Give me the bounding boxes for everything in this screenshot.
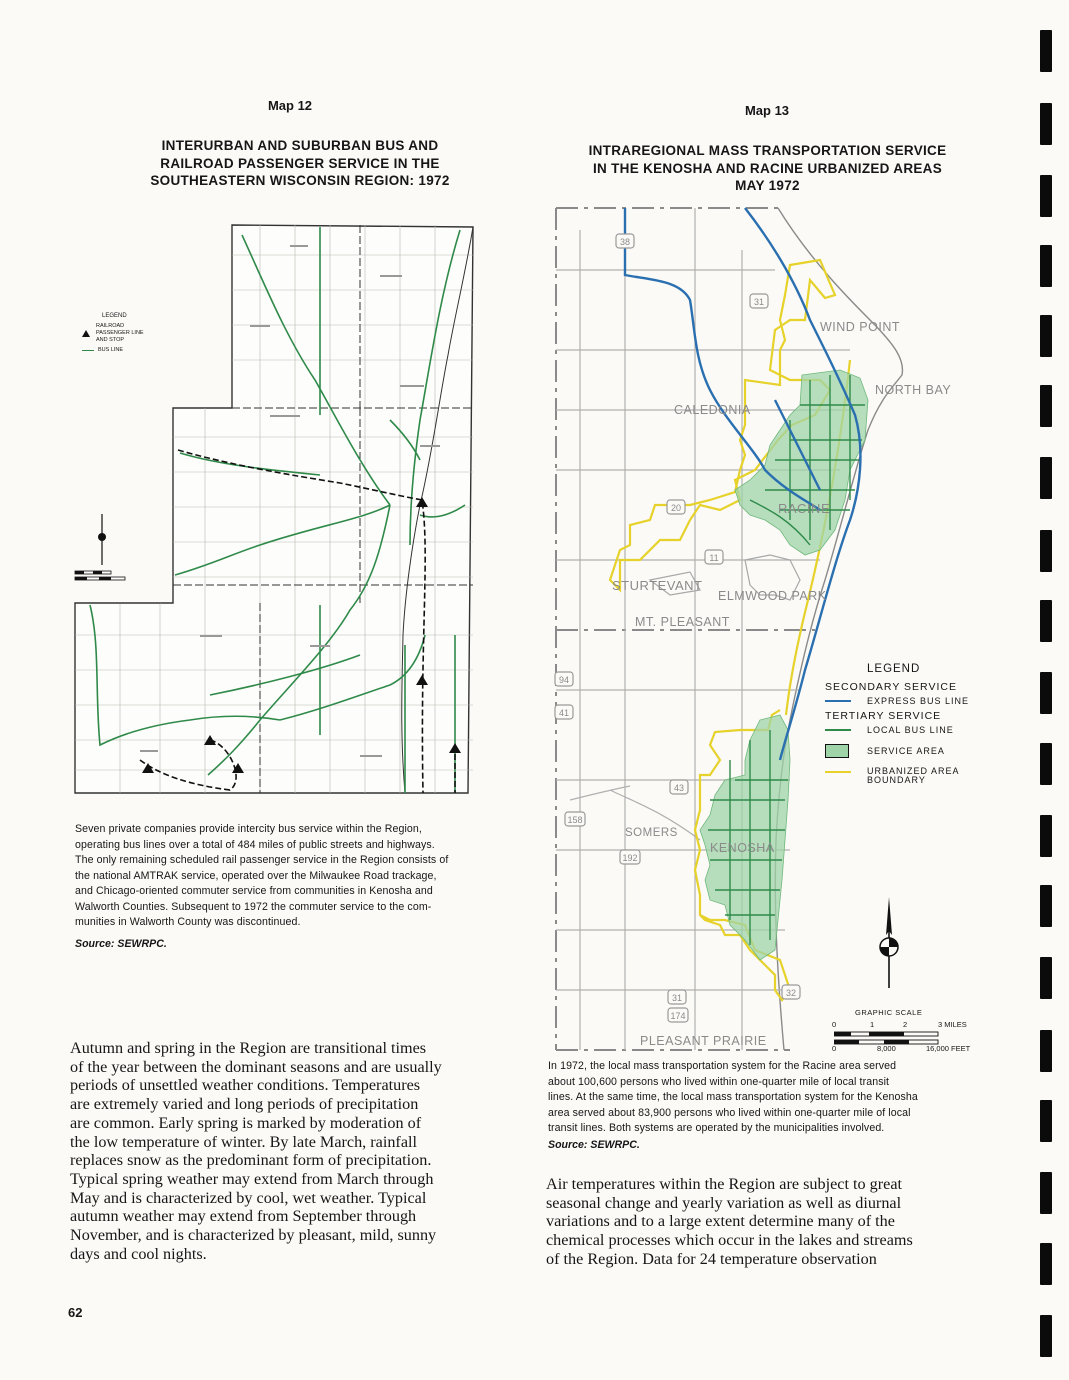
scale-feet-tick: 0 <box>832 1044 837 1053</box>
scale-mile-tick: 2 <box>903 1020 908 1029</box>
caption-line: Walworth Counties. Subsequent to 1972 the commuter service to the com- <box>75 900 432 913</box>
binding-mark <box>1040 30 1052 72</box>
scale-mile-tick: 3 MILES <box>938 1020 967 1029</box>
caption-line: the national AMTRAK service, operated over the Milwaukee Road trackage, <box>75 869 437 882</box>
place-kenosha: KENOSHA <box>710 841 775 855</box>
map13-caption <box>548 1059 988 1137</box>
body-line: periods of unsettled weather conditions. Temperatures <box>70 1076 421 1095</box>
binding-mark <box>1040 1243 1052 1285</box>
map13-graphic-scale <box>830 1008 980 1054</box>
binding-mark <box>1040 315 1052 357</box>
binding-mark <box>1040 530 1052 572</box>
binding-mark <box>1040 1100 1052 1142</box>
map13-title-line: INTRAREGIONAL MASS TRANSPORTATION SERVICE <box>588 143 947 158</box>
map12-legend-bus: BUS LINE <box>98 347 124 353</box>
caption-line: operating bus lines over a total of 484 miles of public streets and highways. <box>75 838 435 851</box>
map12-caption <box>75 822 505 931</box>
binding-mark <box>1040 103 1052 145</box>
binding-mark <box>1040 1315 1052 1357</box>
place-mt-pleasant: MT. PLEASANT <box>635 615 730 629</box>
map13-title <box>560 142 975 195</box>
map12-region-map <box>60 215 480 800</box>
route-shield-label: 11 <box>709 553 719 563</box>
caption-line: The only remaining scheduled rail passenger service in the Region consists of <box>75 854 449 866</box>
map13-north-arrow-icon <box>876 895 902 990</box>
route-shield-label: 43 <box>673 783 685 793</box>
map12-north-arrow-icon <box>92 512 112 567</box>
route-shield-label: 192 <box>622 853 638 863</box>
local-bus-swatch <box>825 729 851 731</box>
map13-legend-secondary: SECONDARY SERVICE <box>825 681 957 693</box>
right-body-text <box>546 1175 986 1269</box>
binding-mark <box>1040 743 1052 785</box>
caption-line: munities in Walworth County was discontinued. <box>75 916 301 928</box>
scale-mile-tick: 0 <box>832 1020 837 1029</box>
map12-label: Map 12 <box>267 98 313 113</box>
map13-label: Map 13 <box>744 103 790 118</box>
place-caledonia: CALEDONIA <box>674 403 751 417</box>
binding-mark <box>1040 815 1052 857</box>
caption-line: In 1972, the local mass transportation system for the Racine area served <box>548 1060 897 1072</box>
bus-line-swatch <box>82 350 94 352</box>
map12-source: Source: SEWRPC. <box>75 938 167 950</box>
binding-mark <box>1040 385 1052 427</box>
caption-line: area served about 83,900 persons who lived within one-quarter mile of local <box>548 1106 911 1119</box>
page-number: 62 <box>68 1305 83 1320</box>
route-shield-label: 174 <box>670 1011 686 1021</box>
body-line: days and cool nights. <box>70 1244 207 1263</box>
body-line: November, and is characterized by pleasant, mild, sunny <box>70 1226 437 1245</box>
scale-mile-tick: 1 <box>870 1020 875 1029</box>
body-line: Autumn and spring in the Region are transitional times <box>70 1039 427 1057</box>
map13-title-line: MAY 1972 <box>735 178 800 193</box>
place-sturtevant: STURTEVANT <box>612 578 703 593</box>
map13-legend-title: LEGEND <box>867 663 921 675</box>
map12-title-line: INTERURBAN AND SUBURBAN BUS AND <box>161 138 439 153</box>
body-line: seasonal change and yearly variation as well as diurnal <box>546 1193 902 1212</box>
binding-mark <box>1040 1172 1052 1214</box>
map12-legend <box>82 313 192 354</box>
caption-line: about 100,600 persons who lived within one-quarter mile of local transit <box>548 1075 890 1088</box>
urbanized-boundary-swatch <box>825 771 851 773</box>
route-shield-label: 158 <box>567 815 583 825</box>
map13-legend-express: EXPRESS BUS LINE <box>867 696 970 706</box>
route-shield-label: 41 <box>558 708 570 718</box>
binding-mark <box>1040 600 1052 642</box>
map13-legend-service-area: SERVICE AREA <box>867 746 945 756</box>
binding-mark <box>1040 1030 1052 1072</box>
map13-title-line: IN THE KENOSHA AND RACINE URBANIZED AREAS <box>592 160 943 176</box>
map12-graphic-scale <box>73 567 153 585</box>
body-line: of the Region. Data for 24 temperature observation <box>546 1249 877 1268</box>
body-line: are extremely varied and long periods of precipitation <box>70 1095 419 1114</box>
scale-feet-tick: 8,000 <box>877 1044 896 1053</box>
route-shield-label: 20 <box>670 503 682 513</box>
place-racine: RACINE <box>778 501 831 516</box>
map12-title <box>110 137 490 190</box>
place-wind-point: WIND POINT <box>820 320 900 334</box>
body-line: Typical spring weather may extend from March through <box>70 1169 434 1188</box>
body-line: the low temperature of winter. By late March, rainfall <box>70 1132 418 1151</box>
body-line: are common. Early spring is marked by moderation of <box>70 1113 422 1132</box>
place-pleasant-prairie: PLEASANT PRAIRIE <box>640 1034 767 1048</box>
binding-mark <box>1040 245 1052 287</box>
place-somers: SOMERS <box>625 827 678 839</box>
map13-transit-map <box>550 200 980 1060</box>
route-shield-label: 31 <box>753 297 765 307</box>
caption-line: and Chicago-oriented commuter service from communities in Kenosha and <box>75 885 433 897</box>
map13-legend-boundary: BOUNDARY <box>867 775 926 785</box>
caption-line: Seven private companies provide intercity bus service within the Region, <box>75 823 422 835</box>
region-outline <box>75 225 473 793</box>
place-elmwood-park: ELMWOOD PARK <box>718 589 827 603</box>
caption-line: transit lines. Both systems are operated by the municipalities involved. <box>548 1122 885 1134</box>
body-line: Air temperatures within the Region are subject to great <box>546 1175 903 1193</box>
map13-legend-tertiary: TERTIARY SERVICE <box>825 710 942 722</box>
express-bus-swatch <box>825 700 851 703</box>
route-shield-label: 94 <box>558 675 570 685</box>
binding-mark <box>1040 885 1052 927</box>
route-shield-label: 31 <box>671 993 683 1003</box>
scale-feet-tick: 16,000 FEET <box>926 1044 971 1053</box>
map12-legend-title: LEGEND <box>102 313 127 319</box>
map13-legend <box>825 663 995 785</box>
body-line: replaces snow as the predominant form of precipitation. <box>70 1151 432 1170</box>
binding-mark <box>1040 175 1052 217</box>
scale-title: GRAPHIC SCALE <box>855 1008 923 1017</box>
caption-line: lines. At the same time, the local mass transportation system for the Kenosha <box>548 1091 918 1103</box>
body-line: of the year between the dominant seasons and are usually <box>70 1057 442 1076</box>
binding-mark <box>1040 957 1052 999</box>
service-area-swatch <box>825 744 849 758</box>
left-body-text <box>70 1039 510 1263</box>
map13-legend-local: LOCAL BUS LINE <box>867 725 954 735</box>
route-shield-label: 38 <box>619 237 631 247</box>
body-line: chemical processes which occur in the lakes and streams <box>546 1231 913 1250</box>
route-shield-label: 32 <box>785 988 797 998</box>
map13-source: Source: SEWRPC. <box>548 1139 640 1151</box>
body-line: autumn weather may extend from September through <box>70 1207 417 1226</box>
body-line: May and is characterized by cool, wet weather. Typical <box>70 1188 427 1207</box>
map12-title-line: RAILROAD PASSENGER SERVICE IN THE <box>160 155 440 171</box>
map13-legend-urbanized: URBANIZED AREA <box>867 766 960 776</box>
place-north-bay: NORTH BAY <box>875 383 952 397</box>
map12-legend-rail: RAILROAD PASSENGER LINE AND STOP <box>96 323 144 343</box>
binding-mark <box>1040 672 1052 714</box>
rail-stop-icon <box>82 330 90 337</box>
binding-mark <box>1040 457 1052 499</box>
body-line: variations and to a large extent determine many of the <box>546 1212 895 1231</box>
map12-title-line: SOUTHEASTERN WISCONSIN REGION: 1972 <box>150 173 450 188</box>
